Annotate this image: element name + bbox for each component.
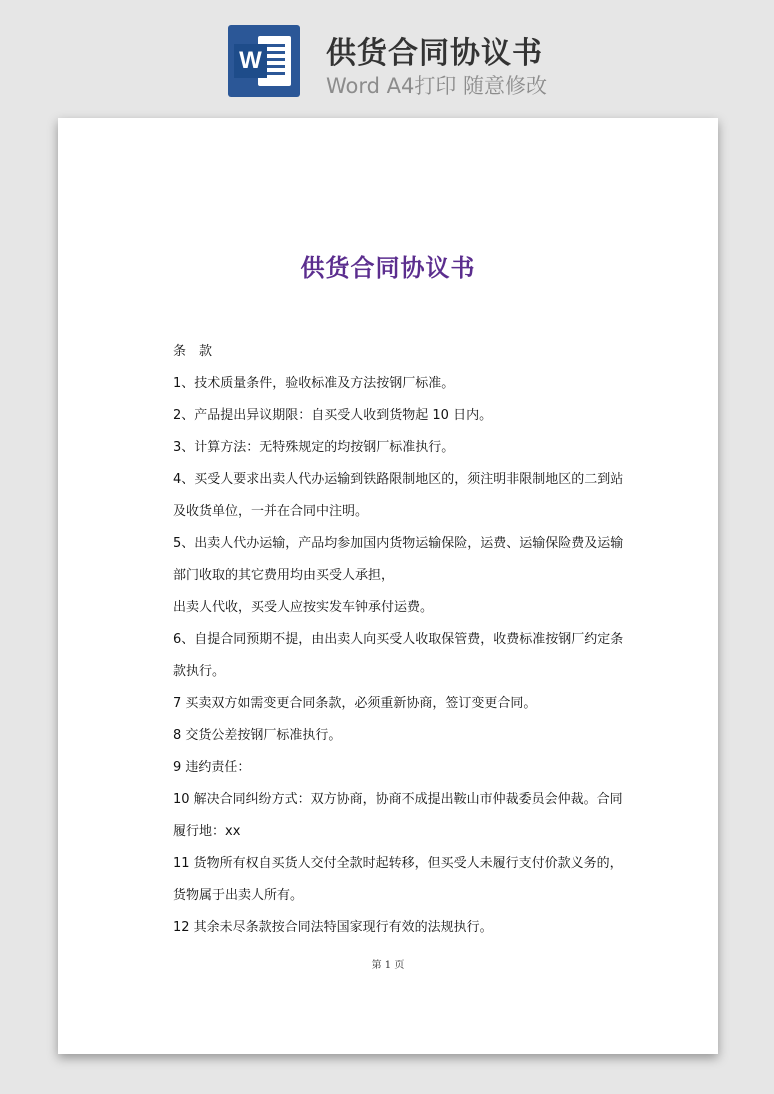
paragraph: 1、技术质量条件，验收标准及方法按钢厂标准。	[173, 376, 455, 391]
paragraph: 货物属于出卖人所有。	[173, 888, 304, 903]
paragraph: 2、产品提出异议期限：自买受人收到货物起 10 日内。	[173, 408, 493, 423]
word-letter-logo: W	[234, 44, 267, 78]
paragraph: 8 交货公差按钢厂标准执行。	[173, 728, 342, 743]
paragraph: 7 买卖双方如需变更合同条款，必须重新协商，签订变更合同。	[173, 696, 537, 711]
paragraph: 9 违约责任：	[173, 760, 251, 775]
paragraph: 部门收取的其它费用均由买受人承担，	[173, 568, 395, 583]
header-title: 供货合同协议书	[326, 36, 543, 71]
paragraph: 款执行。	[173, 664, 226, 679]
paragraph: 出卖人代收，买受人应按实发车钟承付运费。	[173, 600, 434, 615]
document-title: 供货合同协议书	[300, 254, 476, 282]
clause-heading: 条 款	[173, 344, 213, 359]
paragraph: 3、计算方法：无特殊规定的均按钢厂标准执行。	[173, 440, 455, 455]
paragraph: 及收货单位，一并在合同中注明。	[173, 504, 369, 519]
paragraph: 5、出卖人代办运输，产品均参加国内货物运输保险，运费、运输保险费及运输	[173, 536, 624, 551]
paragraph: 10 解决合同纠纷方式：双方协商，协商不成提出鞍山市仲裁委员会仲裁。合同	[173, 792, 623, 807]
header-subtitle: Word A4打印 随意修改	[326, 74, 548, 98]
paragraph: 11 货物所有权自买货人交付全款时起转移，但买受人未履行支付价款义务的，	[173, 856, 623, 871]
document-body	[173, 336, 624, 944]
paragraph: 12 其余未尽条款按合同法特国家现行有效的法规执行。	[173, 920, 493, 935]
header-banner	[0, 0, 774, 110]
page-number: 第 1 页	[371, 960, 405, 971]
document-page	[58, 118, 718, 1054]
paragraph: 4、买受人要求出卖人代办运输到铁路限制地区的，须注明非限制地区的二到站	[173, 472, 624, 487]
paragraph: 履行地：xx	[173, 824, 241, 839]
word-doc-icon	[228, 25, 300, 97]
paragraph: 6、自提合同预期不提，由出卖人向买受人收取保管费，收费标准按钢厂约定条	[173, 632, 624, 647]
